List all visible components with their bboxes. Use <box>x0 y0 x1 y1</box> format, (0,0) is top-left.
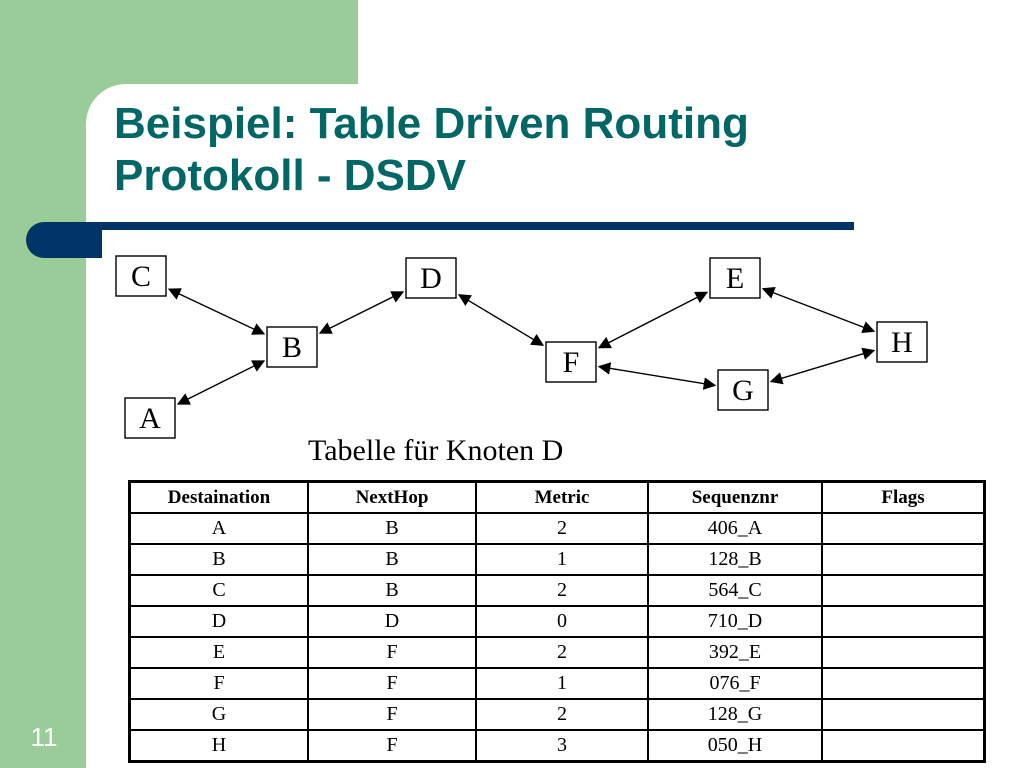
table-row <box>130 513 985 544</box>
cell-flags <box>822 637 985 668</box>
cell-destination: A <box>130 513 309 544</box>
node-F <box>546 342 596 382</box>
cell-destination: E <box>130 637 309 668</box>
cell-sequenznr: 710_D <box>648 606 822 637</box>
page-number: 11 <box>30 722 58 752</box>
cell-flags <box>822 544 985 575</box>
header-destination: Destaination <box>130 482 309 514</box>
cell-flags <box>822 513 985 544</box>
slide-title: Beispiel: Table Driven Routing Protokoll - DSDV <box>114 99 749 200</box>
node-A <box>125 398 175 438</box>
graph-nodes <box>116 256 927 438</box>
node-C <box>116 256 166 296</box>
cell-destination: G <box>130 699 309 730</box>
cell-sequenznr: 564_C <box>648 575 822 606</box>
edge-D-F <box>459 295 543 345</box>
cell-destination: C <box>130 575 309 606</box>
node-label: F <box>562 346 580 379</box>
cell-destination: H <box>130 730 309 762</box>
cell-metric: 0 <box>476 606 648 637</box>
table-header-row <box>130 482 985 514</box>
cell-sequenznr: 050_H <box>648 730 822 762</box>
header-metric: Metric <box>476 482 648 514</box>
node-H <box>877 322 927 362</box>
table-row <box>130 606 985 637</box>
cell-flags <box>822 668 985 699</box>
edge-F-E <box>599 292 707 347</box>
table-row <box>130 730 985 762</box>
edge-E-H <box>763 289 874 332</box>
table-row <box>130 699 985 730</box>
edge-G-H <box>771 350 874 381</box>
node-label: H <box>891 326 913 359</box>
cell-flags <box>822 575 985 606</box>
header-sequenznr: Sequenznr <box>648 482 822 514</box>
node-label: C <box>130 260 152 293</box>
cell-flags <box>822 699 985 730</box>
node-G <box>718 370 768 410</box>
cell-destination: D <box>130 606 309 637</box>
cell-metric: 1 <box>476 544 648 575</box>
cell-metric: 2 <box>476 699 648 730</box>
node-E <box>710 258 760 298</box>
cell-metric: 2 <box>476 513 648 544</box>
cell-metric: 2 <box>476 575 648 606</box>
cell-nexthop: D <box>308 606 476 637</box>
cell-sequenznr: 406_A <box>648 513 822 544</box>
edge-B-D <box>320 292 403 333</box>
cell-metric: 3 <box>476 730 648 762</box>
node-D <box>406 258 456 298</box>
cell-sequenznr: 128_B <box>648 544 822 575</box>
cell-flags <box>822 606 985 637</box>
node-label: E <box>725 262 745 295</box>
cell-flags <box>822 730 985 762</box>
header-flags: Flags <box>822 482 985 514</box>
cell-nexthop: B <box>308 575 476 606</box>
routing-table <box>128 480 986 763</box>
table-row <box>130 544 985 575</box>
node-label: B <box>281 331 303 364</box>
cell-destination: B <box>130 544 309 575</box>
node-B <box>267 327 317 367</box>
node-label: A <box>139 402 161 435</box>
cell-nexthop: F <box>308 668 476 699</box>
cell-nexthop: F <box>308 637 476 668</box>
cell-nexthop: B <box>308 513 476 544</box>
table-row <box>130 668 985 699</box>
cell-destination: F <box>130 668 309 699</box>
header-nexthop: NextHop <box>308 482 476 514</box>
cell-nexthop: F <box>308 730 476 762</box>
table-row <box>130 575 985 606</box>
edge-A-B <box>178 361 264 404</box>
node-label: D <box>420 262 442 295</box>
cell-sequenznr: 128_G <box>648 699 822 730</box>
table-caption: Tabelle für Knoten D <box>308 434 564 467</box>
node-label: G <box>732 374 754 407</box>
edge-F-G <box>599 367 715 386</box>
cell-sequenznr: 076_F <box>648 668 822 699</box>
cell-nexthop: B <box>308 544 476 575</box>
edge-C-B <box>169 289 264 334</box>
cell-metric: 2 <box>476 637 648 668</box>
cell-sequenznr: 392_E <box>648 637 822 668</box>
cell-nexthop: F <box>308 699 476 730</box>
cell-metric: 1 <box>476 668 648 699</box>
table-row <box>130 637 985 668</box>
